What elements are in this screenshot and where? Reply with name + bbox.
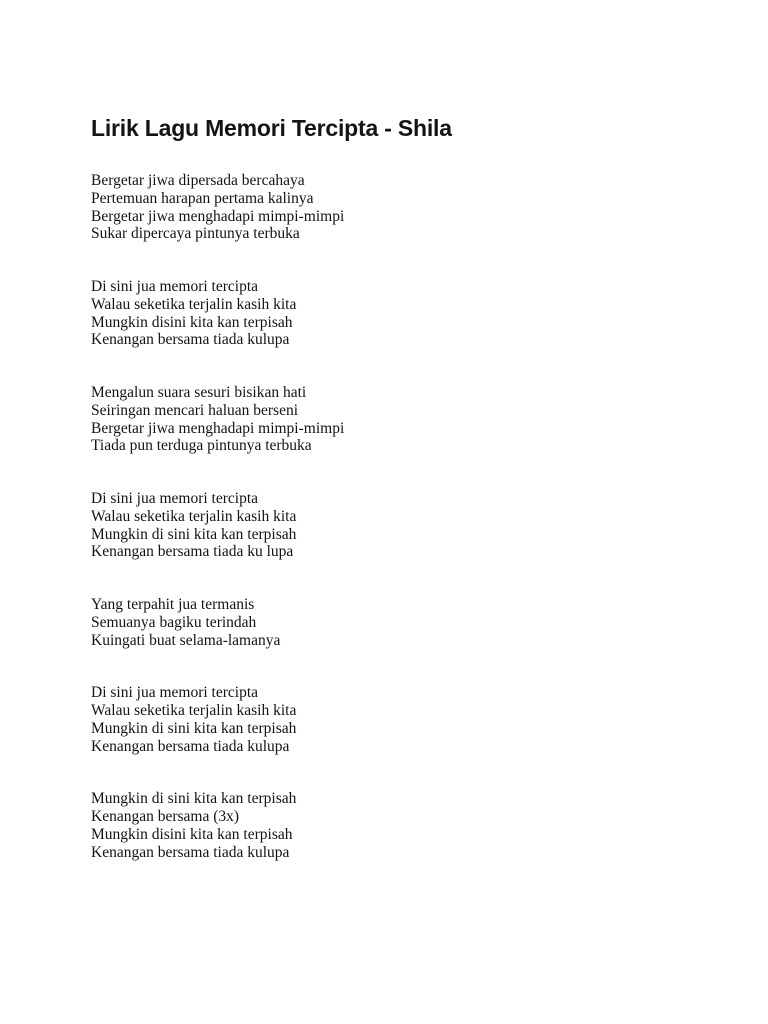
- lyric-line: Yang terpahit jua termanis: [91, 596, 255, 613]
- lyric-line: Bergetar jiwa menghadapi mimpi-mimpi: [91, 419, 345, 437]
- lyric-line: Kenangan bersama (3x): [91, 808, 240, 825]
- stanza-4: [91, 490, 731, 561]
- lyric-line: Walau seketika terjalin kasih kita: [91, 507, 297, 525]
- lyric-line: Seiringan mencari haluan berseni: [91, 401, 299, 419]
- document-page: [91, 113, 731, 896]
- stanza-1: [91, 172, 731, 243]
- lyric-line: Walau seketika terjalin kasih kita: [91, 295, 297, 313]
- lyric-line: Walau seketika terjalin kasih kita: [91, 702, 297, 719]
- stanza-5: [91, 596, 731, 649]
- lyric-line: Kuingati buat selama-lamanya: [91, 631, 281, 649]
- lyric-line: Semuanya bagiku terindah: [91, 613, 257, 631]
- lyric-line: Bergetar jiwa menghadapi mimpi-mimpi: [91, 207, 345, 225]
- lyric-line: Mungkin di sini kita kan terpisah: [91, 719, 297, 737]
- lyric-line: Mungkin disini kita kan terpisah: [91, 825, 293, 843]
- page-title: Lirik Lagu Memori Tercipta - Shila: [91, 115, 452, 141]
- lyric-line: Kenangan bersama tiada kulupa: [91, 737, 290, 755]
- lyric-line: Mungkin disini kita kan terpisah: [91, 313, 293, 331]
- lyric-line: Kenangan bersama tiada kulupa: [91, 843, 290, 861]
- lyric-line: Di sini jua memori tercipta: [91, 490, 259, 507]
- stanza-2: [91, 278, 731, 349]
- lyric-line: Di sini jua memori tercipta: [91, 684, 259, 702]
- stanza-3: [91, 384, 731, 455]
- lyric-line: Mungkin di sini kita kan terpisah: [91, 525, 297, 543]
- lyric-line: Pertemuan harapan pertama kalinya: [91, 189, 314, 207]
- lyric-line: Bergetar jiwa dipersada bercahaya: [91, 172, 305, 189]
- stanza-6: [91, 684, 731, 755]
- lyric-line: Sukar dipercaya pintunya terbuka: [91, 225, 300, 243]
- lyric-line: Tiada pun terduga pintunya terbuka: [91, 437, 312, 455]
- lyric-line: Di sini jua memori tercipta: [91, 278, 259, 295]
- stanza-7: [91, 790, 731, 861]
- lyric-line: Kenangan bersama tiada ku lupa: [91, 543, 294, 561]
- lyric-line: Mungkin di sini kita kan terpisah: [91, 790, 297, 808]
- lyric-line: Mengalun suara sesuri bisikan hati: [91, 384, 307, 401]
- lyric-line: Kenangan bersama tiada kulupa: [91, 331, 290, 349]
